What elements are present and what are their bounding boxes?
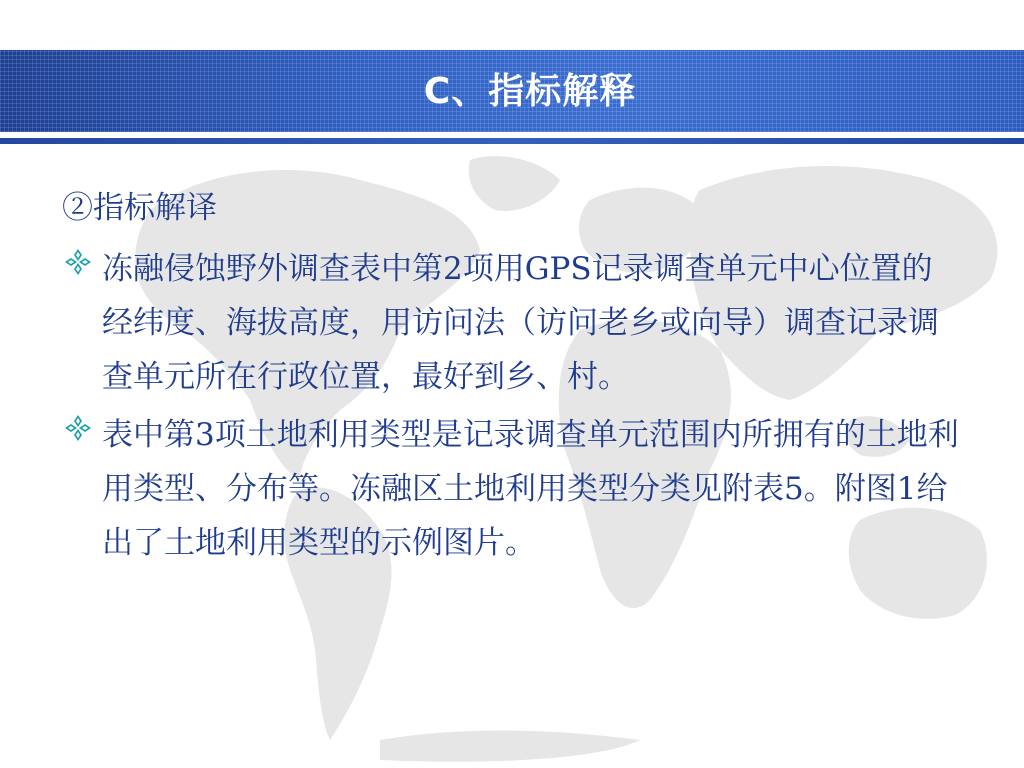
- title-separator-blue: [0, 138, 1024, 144]
- four-diamond-bullet-icon: [62, 412, 94, 444]
- title-bar: [0, 50, 1024, 132]
- slide-title: C、指标解释: [423, 71, 637, 112]
- four-diamond-bullet-icon: [62, 246, 94, 278]
- bullet-text: 冻融侵蚀野外调查表中第2项用GPS记录调查单元中心位置的经纬度、海拔高度，用访问法（访问老乡或向导）调查记录调查单元所在行政位置，最好到乡、村。: [102, 251, 939, 395]
- section-subheading: ②指标解译: [62, 190, 217, 226]
- bullet-item-location: [62, 242, 962, 404]
- top-white-band: [0, 0, 1024, 50]
- bullet-item-land-use: [62, 408, 962, 570]
- slide-body: [62, 178, 962, 574]
- bullet-text: 表中第3项土地利用类型是记录调查单元范围内所拥有的土地利用类型、分布等。冻融区土地利用类型分类见附表5。附图1给出了土地利用类型的示例图片。: [102, 417, 959, 561]
